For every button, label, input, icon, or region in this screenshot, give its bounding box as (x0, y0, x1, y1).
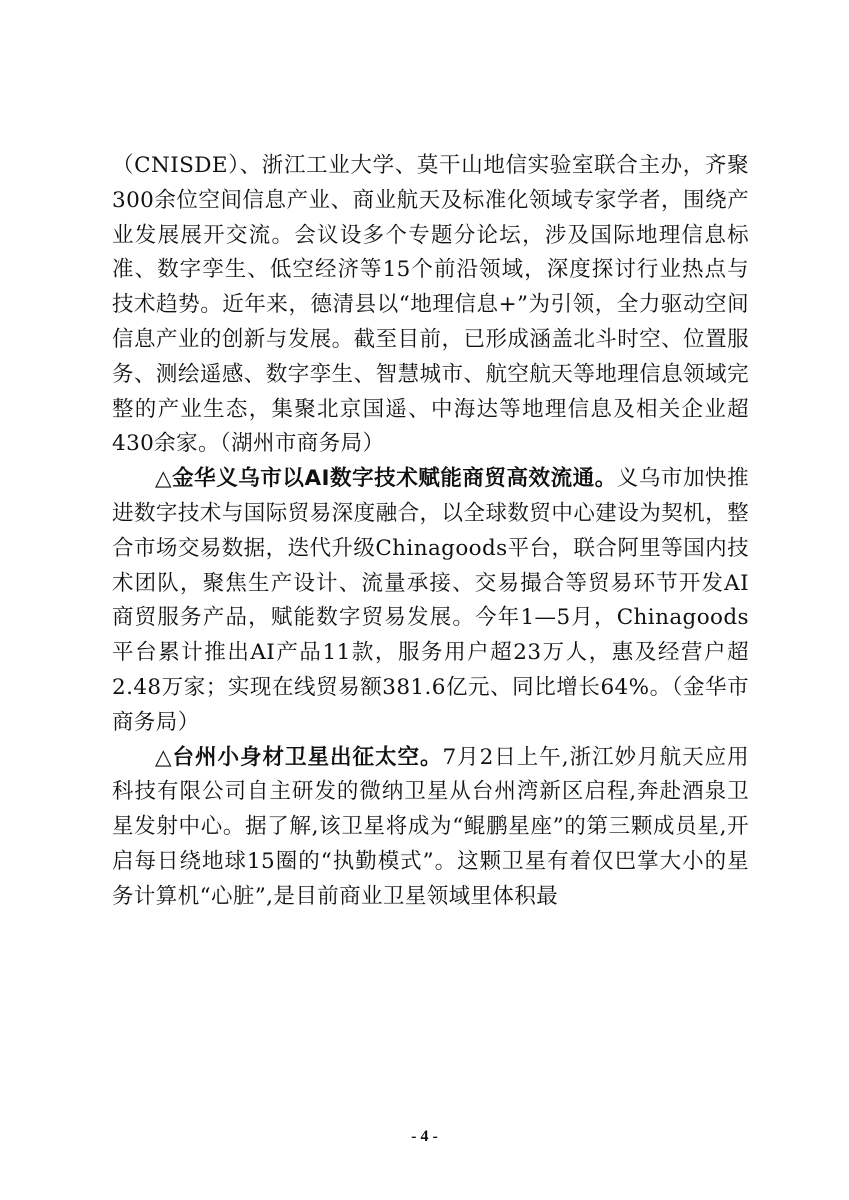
news-headline: △金华义乌市以AI数字技术赋能商贸高效流通。 (155, 466, 617, 492)
page-number: - 4 - (411, 1128, 438, 1145)
news-headline: △台州小身材卫星出征太空。 (155, 744, 443, 770)
body-text (112, 149, 749, 915)
paragraph-body: （CNISDE）、浙江工业大学、莫干山地信实验室联合主办，齐聚300余位空间信息产业、商业航天及标准化领域专家学者，围绕产业发展展开交流。会议设多个专题分论坛，涉及国际地理信息标准、数字孪生、低空经济等15个前沿领域，深度探讨行业热点与技术趋势。近年来，德清县以“地理信息+”为引领，全力驱动空间信息产业的创新与发展。截至目前，已形成涵盖北斗时空、位置服务、测绘遥感、数字孪生、智慧城市、航空航天等地理信息领域完整的产业生态，集聚北京国遥、中海达等地理信息及相关企业超430余家。（湖州市商务局） (112, 153, 749, 457)
paragraph-body: 7月2日上午,浙江妙月航天应用科技有限公司自主研发的微纳卫星从台州湾新区启程,奔赴酒泉卫星发射中心。据了解,该卫星将成为“鲲鹏星座”的第三颗成员星,开启每日绕地球15圈的“执勤模式”。这颗卫星有着仅巴掌大小的星务计算机“心脏”,是目前商业卫星领域里体积最 (112, 744, 749, 909)
paragraph-body: 义乌市加快推进数字技术与国际贸易深度融合，以全球数贸中心建设为契机，整合市场交易数据，迭代升级Chinagoods平台，联合阿里等国内技术团队，聚焦生产设计、流量承接、交易撮合等贸易环节开发AI商贸服务产品，赋能数字贸易发展。今年1—5月，Chinagoods平台累计推出AI产品11款，服务用户超23万人，惠及经营户超2.48万家；实现在线贸易额381.6亿元、同比增长64%。（金华市商务局） (112, 466, 749, 735)
news-item-jinhua-yiwu (112, 462, 749, 740)
news-item-taizhou-satellite (112, 741, 749, 915)
paragraph-continuation (112, 149, 749, 462)
